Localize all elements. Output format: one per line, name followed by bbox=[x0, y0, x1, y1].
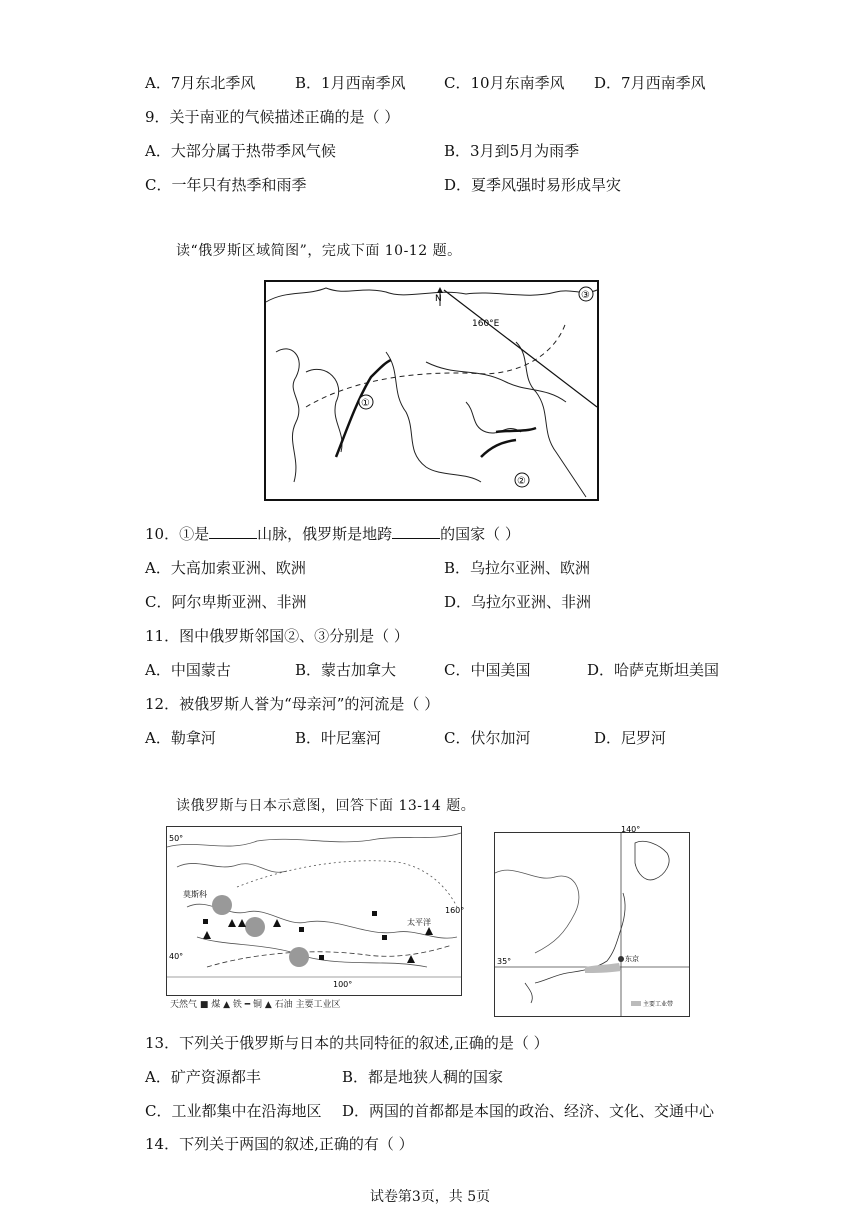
q8-option-b: B．1月西南季风 bbox=[295, 74, 406, 92]
q10-stem-part3: 的国家（ ） bbox=[440, 525, 520, 543]
q10-stem-part2: 山脉，俄罗斯是地跨 bbox=[257, 525, 393, 543]
russia-map-legend: 天然气 ■ 煤 ▲ 铁 ━ 铜 ▲ 石油 主要工业区 bbox=[170, 1000, 341, 1010]
q11-option-c: C．中国美国 bbox=[444, 661, 531, 679]
q13-option-d: D．两国的首都都是本国的政治、经济、文化、交通中心 bbox=[342, 1102, 715, 1120]
q13-option-c: C．工业都集中在沿海地区 bbox=[145, 1102, 322, 1120]
q10-option-d: D．乌拉尔亚洲、非洲 bbox=[444, 593, 592, 611]
lon-160e-label: 160°E bbox=[472, 319, 500, 329]
q10-option-b: B．乌拉尔亚洲、欧洲 bbox=[444, 559, 591, 577]
russia-map-drawing bbox=[266, 282, 597, 499]
lat-50-label: 50° bbox=[169, 834, 184, 843]
intro-russia-japan-map: 读俄罗斯与日本示意图，回答下面 13-14 题。 bbox=[176, 798, 476, 814]
q9-option-b: B．3月到5月为雨季 bbox=[444, 142, 580, 160]
marker-2: ② bbox=[517, 476, 526, 487]
page-footer: 试卷第3页，共 5页 bbox=[369, 1189, 491, 1205]
q8-option-c: C．10月东南季风 bbox=[444, 74, 565, 92]
q10-blank-1 bbox=[209, 525, 257, 539]
lat-35-label: 35° bbox=[497, 957, 512, 966]
q12-option-b: B．叶尼塞河 bbox=[295, 729, 382, 747]
q12-option-c: C．伏尔加河 bbox=[444, 729, 531, 747]
intro-russia-map: 读“俄罗斯区域简图”，完成下面 10-12 题。 bbox=[176, 243, 462, 259]
lon-140-label: 140° bbox=[621, 825, 641, 834]
russia-resources-map bbox=[166, 826, 465, 996]
q14-stem: 14．下列关于两国的叙述,正确的有（ ） bbox=[145, 1135, 414, 1153]
q11-option-d: D．哈萨克斯坦美国 bbox=[587, 661, 720, 679]
q9-option-d: D．夏季风强时易形成旱灾 bbox=[444, 176, 622, 194]
north-label: N bbox=[435, 294, 442, 304]
q9-stem: 9．关于南亚的气候描述正确的是（ ） bbox=[145, 108, 400, 126]
q10-blank-2 bbox=[392, 525, 440, 539]
japan-map bbox=[494, 825, 690, 1017]
lat-40-label: 40° bbox=[169, 952, 184, 961]
q10-option-a: A．大高加索亚洲、欧洲 bbox=[145, 559, 306, 577]
q12-option-a: A．勒拿河 bbox=[145, 729, 216, 747]
q10-stem-part1: 10．①是 bbox=[145, 525, 210, 543]
q10-stem bbox=[145, 523, 520, 544]
q11-stem: 11．图中俄罗斯邻国②、③分别是（ ） bbox=[145, 627, 409, 645]
q12-option-d: D．尼罗河 bbox=[594, 729, 667, 747]
russia-resources-drawing bbox=[167, 827, 465, 995]
lon-160-label: 160° bbox=[445, 906, 465, 915]
q10-option-c: C．阿尔卑斯亚洲、非洲 bbox=[145, 593, 307, 611]
q9-option-c: C．一年只有热季和雨季 bbox=[145, 176, 307, 194]
moscow-label: 莫斯科 bbox=[183, 890, 207, 899]
marker-1: ① bbox=[361, 398, 370, 409]
japan-map-legend: 主要工业带 bbox=[643, 1001, 674, 1008]
q13-option-a: A．矿产资源都丰 bbox=[145, 1068, 261, 1086]
q8-option-a: A．7月东北季风 bbox=[145, 74, 256, 92]
q12-stem: 12．被俄罗斯人誉为“母亲河”的河流是（ ） bbox=[145, 695, 440, 713]
pacific-label: 太平洋 bbox=[407, 918, 431, 927]
q8-option-d: D．7月西南季风 bbox=[594, 74, 706, 92]
marker-3: ③ bbox=[581, 290, 590, 301]
q13-stem: 13．下列关于俄罗斯与日本的共同特征的叙述,正确的是（ ） bbox=[145, 1034, 549, 1052]
tokyo-label: 东京 bbox=[625, 955, 639, 963]
q13-option-b: B．都是地狭人稠的国家 bbox=[342, 1068, 504, 1086]
q11-option-b: B．蒙古加拿大 bbox=[295, 661, 397, 679]
lon-100-label: 100° bbox=[333, 980, 353, 989]
japan-map-drawing bbox=[495, 825, 689, 1016]
russia-region-map bbox=[264, 280, 599, 501]
q11-option-a: A．中国蒙古 bbox=[145, 661, 231, 679]
q9-option-a: A．大部分属于热带季风气候 bbox=[145, 142, 336, 160]
